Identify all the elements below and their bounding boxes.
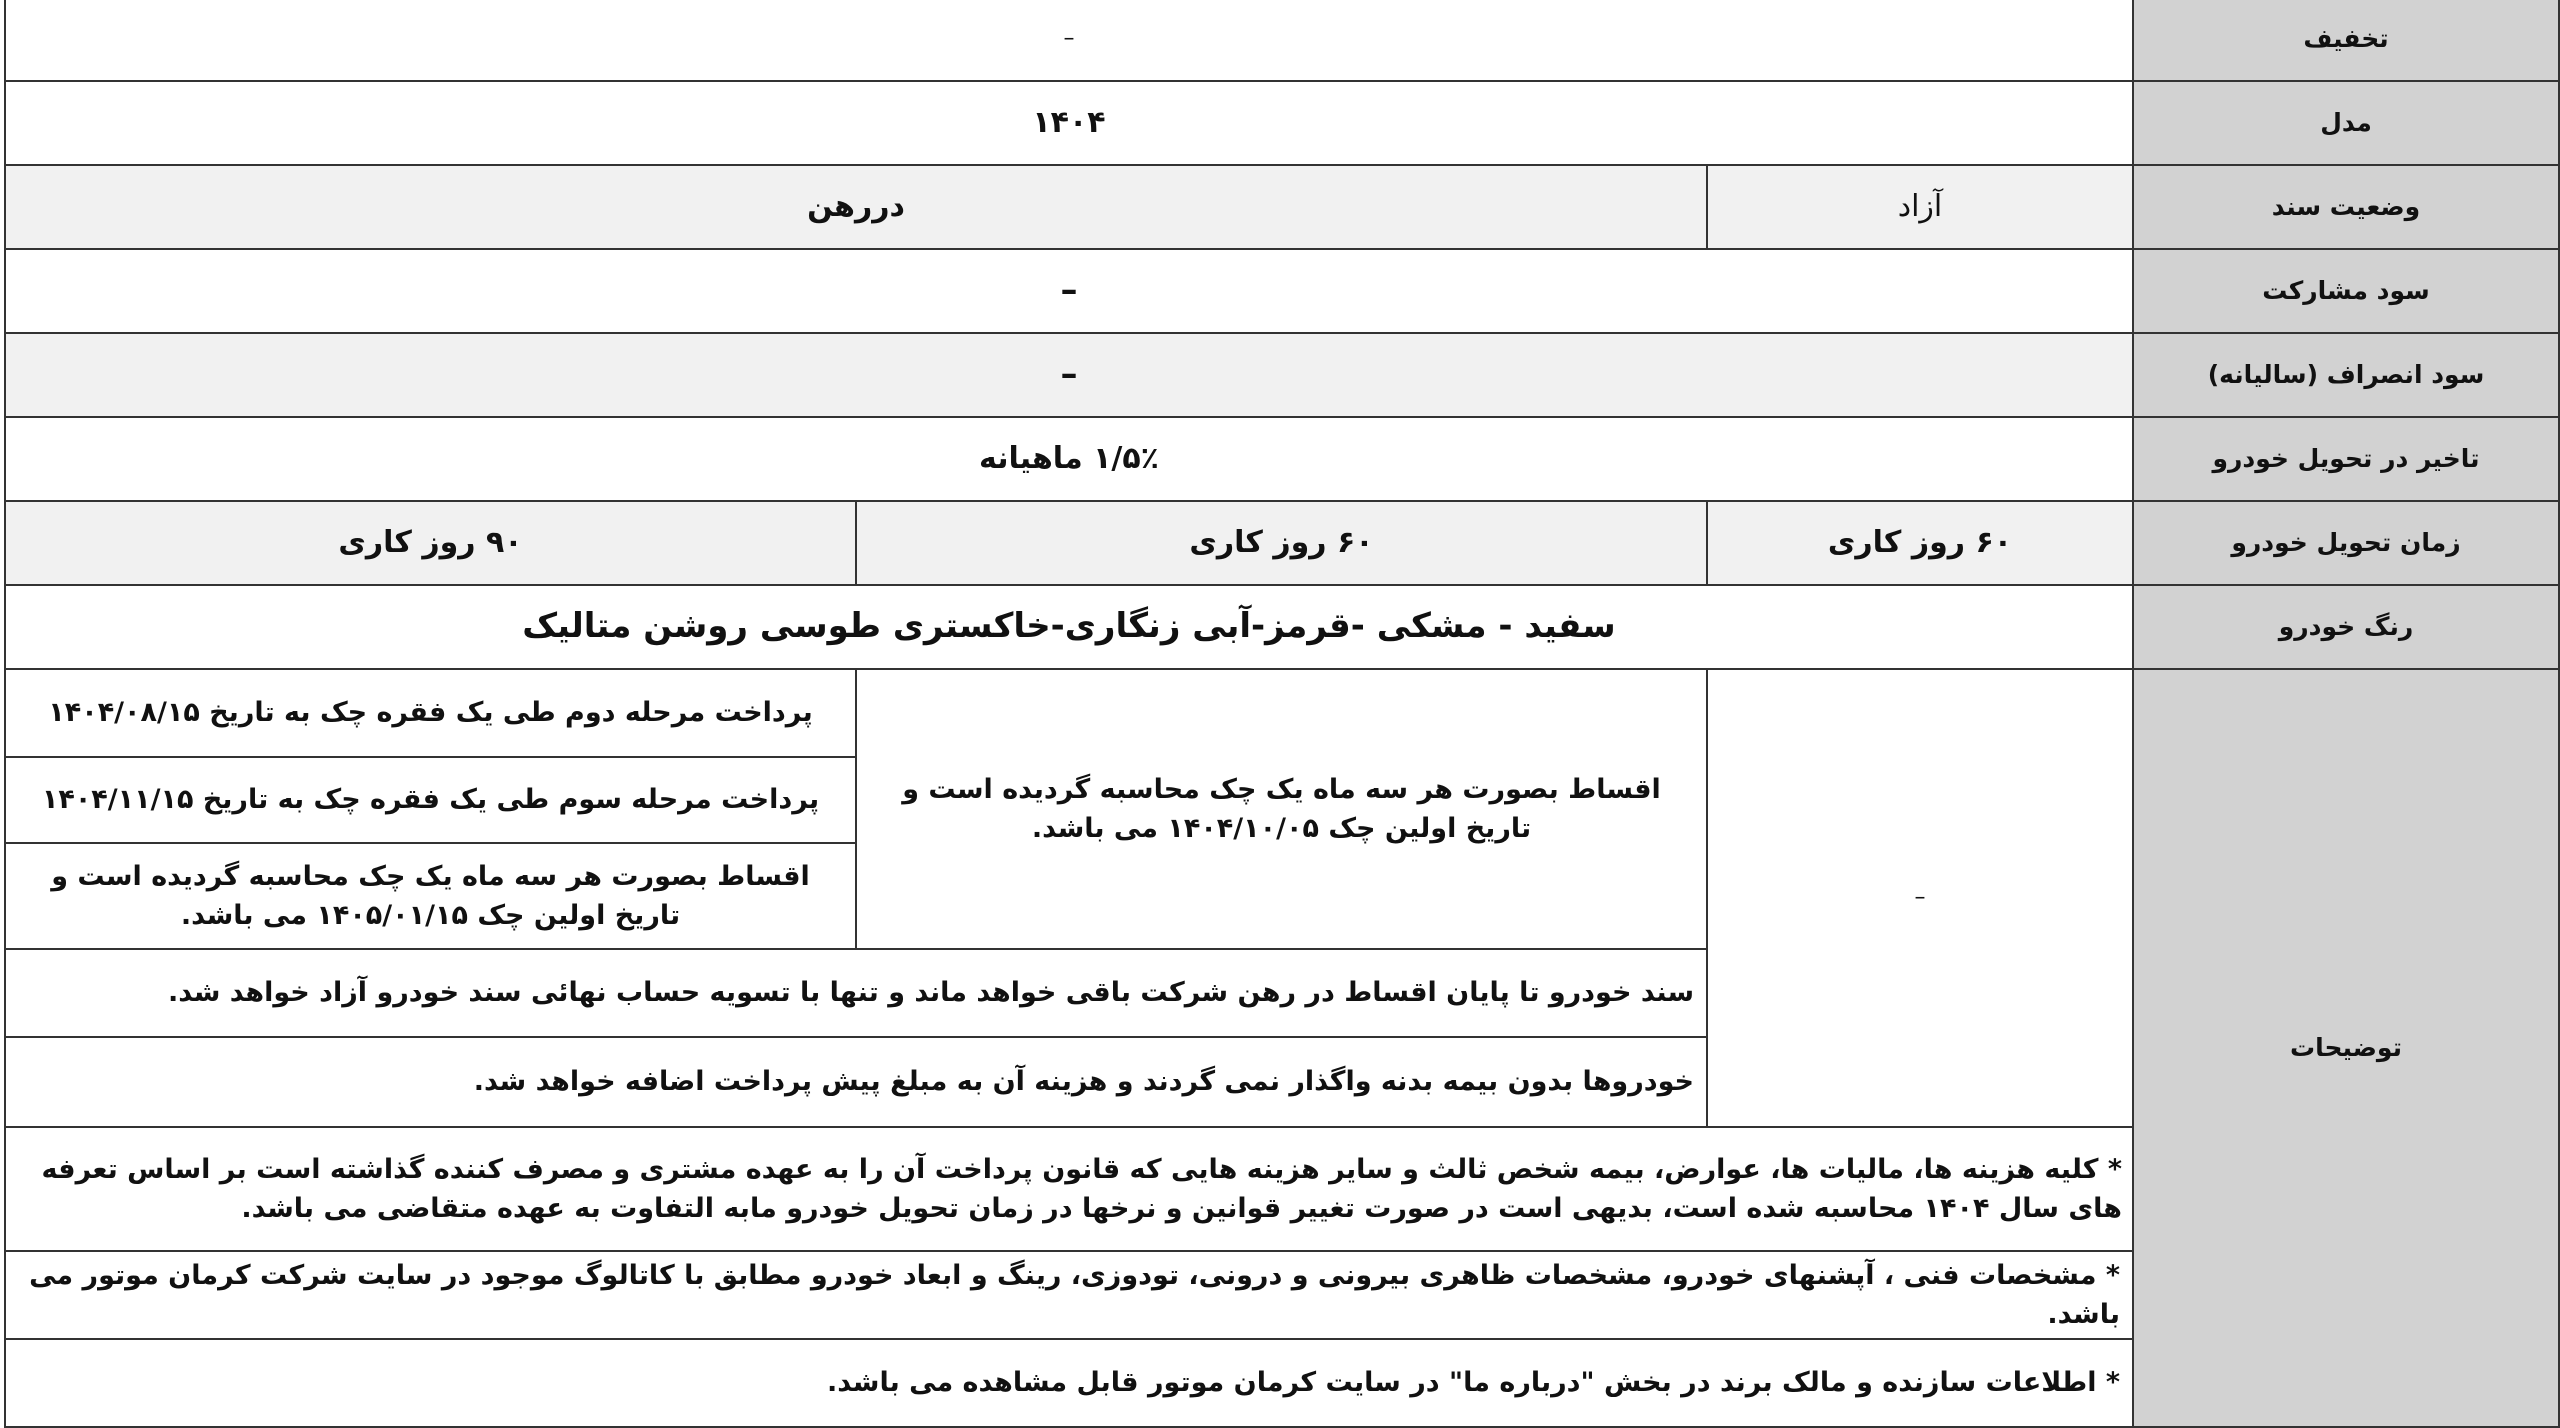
notes-col1-dash: – — [1706, 668, 2134, 1128]
value-delivery-delay: ۱/۵٪ ماهیانه — [4, 416, 2134, 502]
notes-col2-installments: اقساط بصورت هر سه ماه یک چک محاسبه گردیده است و تاریخ اولین چک ۱۴۰۴/۱۰/۰۵ می باشد. — [855, 668, 1708, 950]
value-model: ۱۴۰۴ — [4, 80, 2134, 166]
value-doc-status-mortgage: دررهن — [4, 164, 1708, 250]
label-delivery-delay: تاخیر در تحویل خودرو — [2132, 416, 2560, 502]
label-delivery-time: زمان تحویل خودرو — [2132, 500, 2560, 586]
value-discount: – — [4, 0, 2134, 82]
label-participation-profit: سود مشارکت — [2132, 248, 2560, 334]
label-notes: توضیحات — [2132, 668, 2560, 1428]
notes-document-release: سند خودرو تا پایان اقساط در رهن شرکت باقی خواهد ماند و تنها با تسویه حساب نهائی سند خودرو آزاد خواهد شد. — [4, 948, 1708, 1038]
notes-col3-installments: اقساط بصورت هر سه ماه یک چک محاسبه گردیده است و تاریخ اولین چک ۱۴۰۵/۰۱/۱۵ می باشد. — [4, 842, 857, 950]
label-cancellation-profit: سود انصراف (سالیانه) — [2132, 332, 2560, 418]
value-doc-status-free: آزاد — [1706, 164, 2134, 250]
value-participation-profit: – — [4, 248, 2134, 334]
notes-col3-stage3: پرداخت مرحله سوم طی یک فقره چک به تاریخ ۱۴۰۴/۱۱/۱۵ — [4, 756, 857, 844]
value-delivery-time-1: ۶۰ روز کاری — [1706, 500, 2134, 586]
notes-col3-stage2: پرداخت مرحله دوم طی یک فقره چک به تاریخ ۱۴۰۴/۰۸/۱۵ — [4, 668, 857, 758]
label-car-color: رنگ خودرو — [2132, 584, 2560, 670]
label-doc-status: وضعیت سند — [2132, 164, 2560, 250]
notes-insurance: خودروها بدون بیمه بدنه واگذار نمی گردند و هزینه آن به مبلغ پیش پرداخت اضافه خواهد شد. — [4, 1036, 1708, 1128]
value-cancellation-profit: – — [4, 332, 2134, 418]
notes-costs: * کلیه هزینه ها، مالیات ها، عوارض، بیمه شخص ثالث و سایر هزینه هایی که قانون پرداخت آن را به عهده مشتری و مصرف کننده گذاشته است بر اساس تعرفه های سال ۱۴۰۴ محاسبه شده است، بدیهی است در صورت تغییر قوانین و نرخها در زمان تحویل خودرو مابه التفاوت به عهده متقاضی می باشد. — [4, 1126, 2134, 1252]
value-delivery-time-2: ۶۰ روز کاری — [855, 500, 1708, 586]
value-car-color: سفید - مشکی -قرمز-آبی زنگاری-خاکستری طوسی روشن متالیک — [4, 584, 2134, 670]
value-delivery-time-3: ۹۰ روز کاری — [4, 500, 857, 586]
label-discount: تخفیف — [2132, 0, 2560, 82]
label-model: مدل — [2132, 80, 2560, 166]
notes-specs: * مشخصات فنی ، آپشنهای خودرو، مشخصات ظاهری بیرونی و درونی، تودوزی، رینگ و ابعاد خودرو مطابق با کاتالوگ موجود در سایت شرکت کرمان موتور می باشد. — [4, 1250, 2134, 1340]
notes-manufacturer: * اطلاعات سازنده و مالک برند در بخش "درباره ما" در سایت کرمان موتور قابل مشاهده می باشد. — [4, 1338, 2134, 1428]
